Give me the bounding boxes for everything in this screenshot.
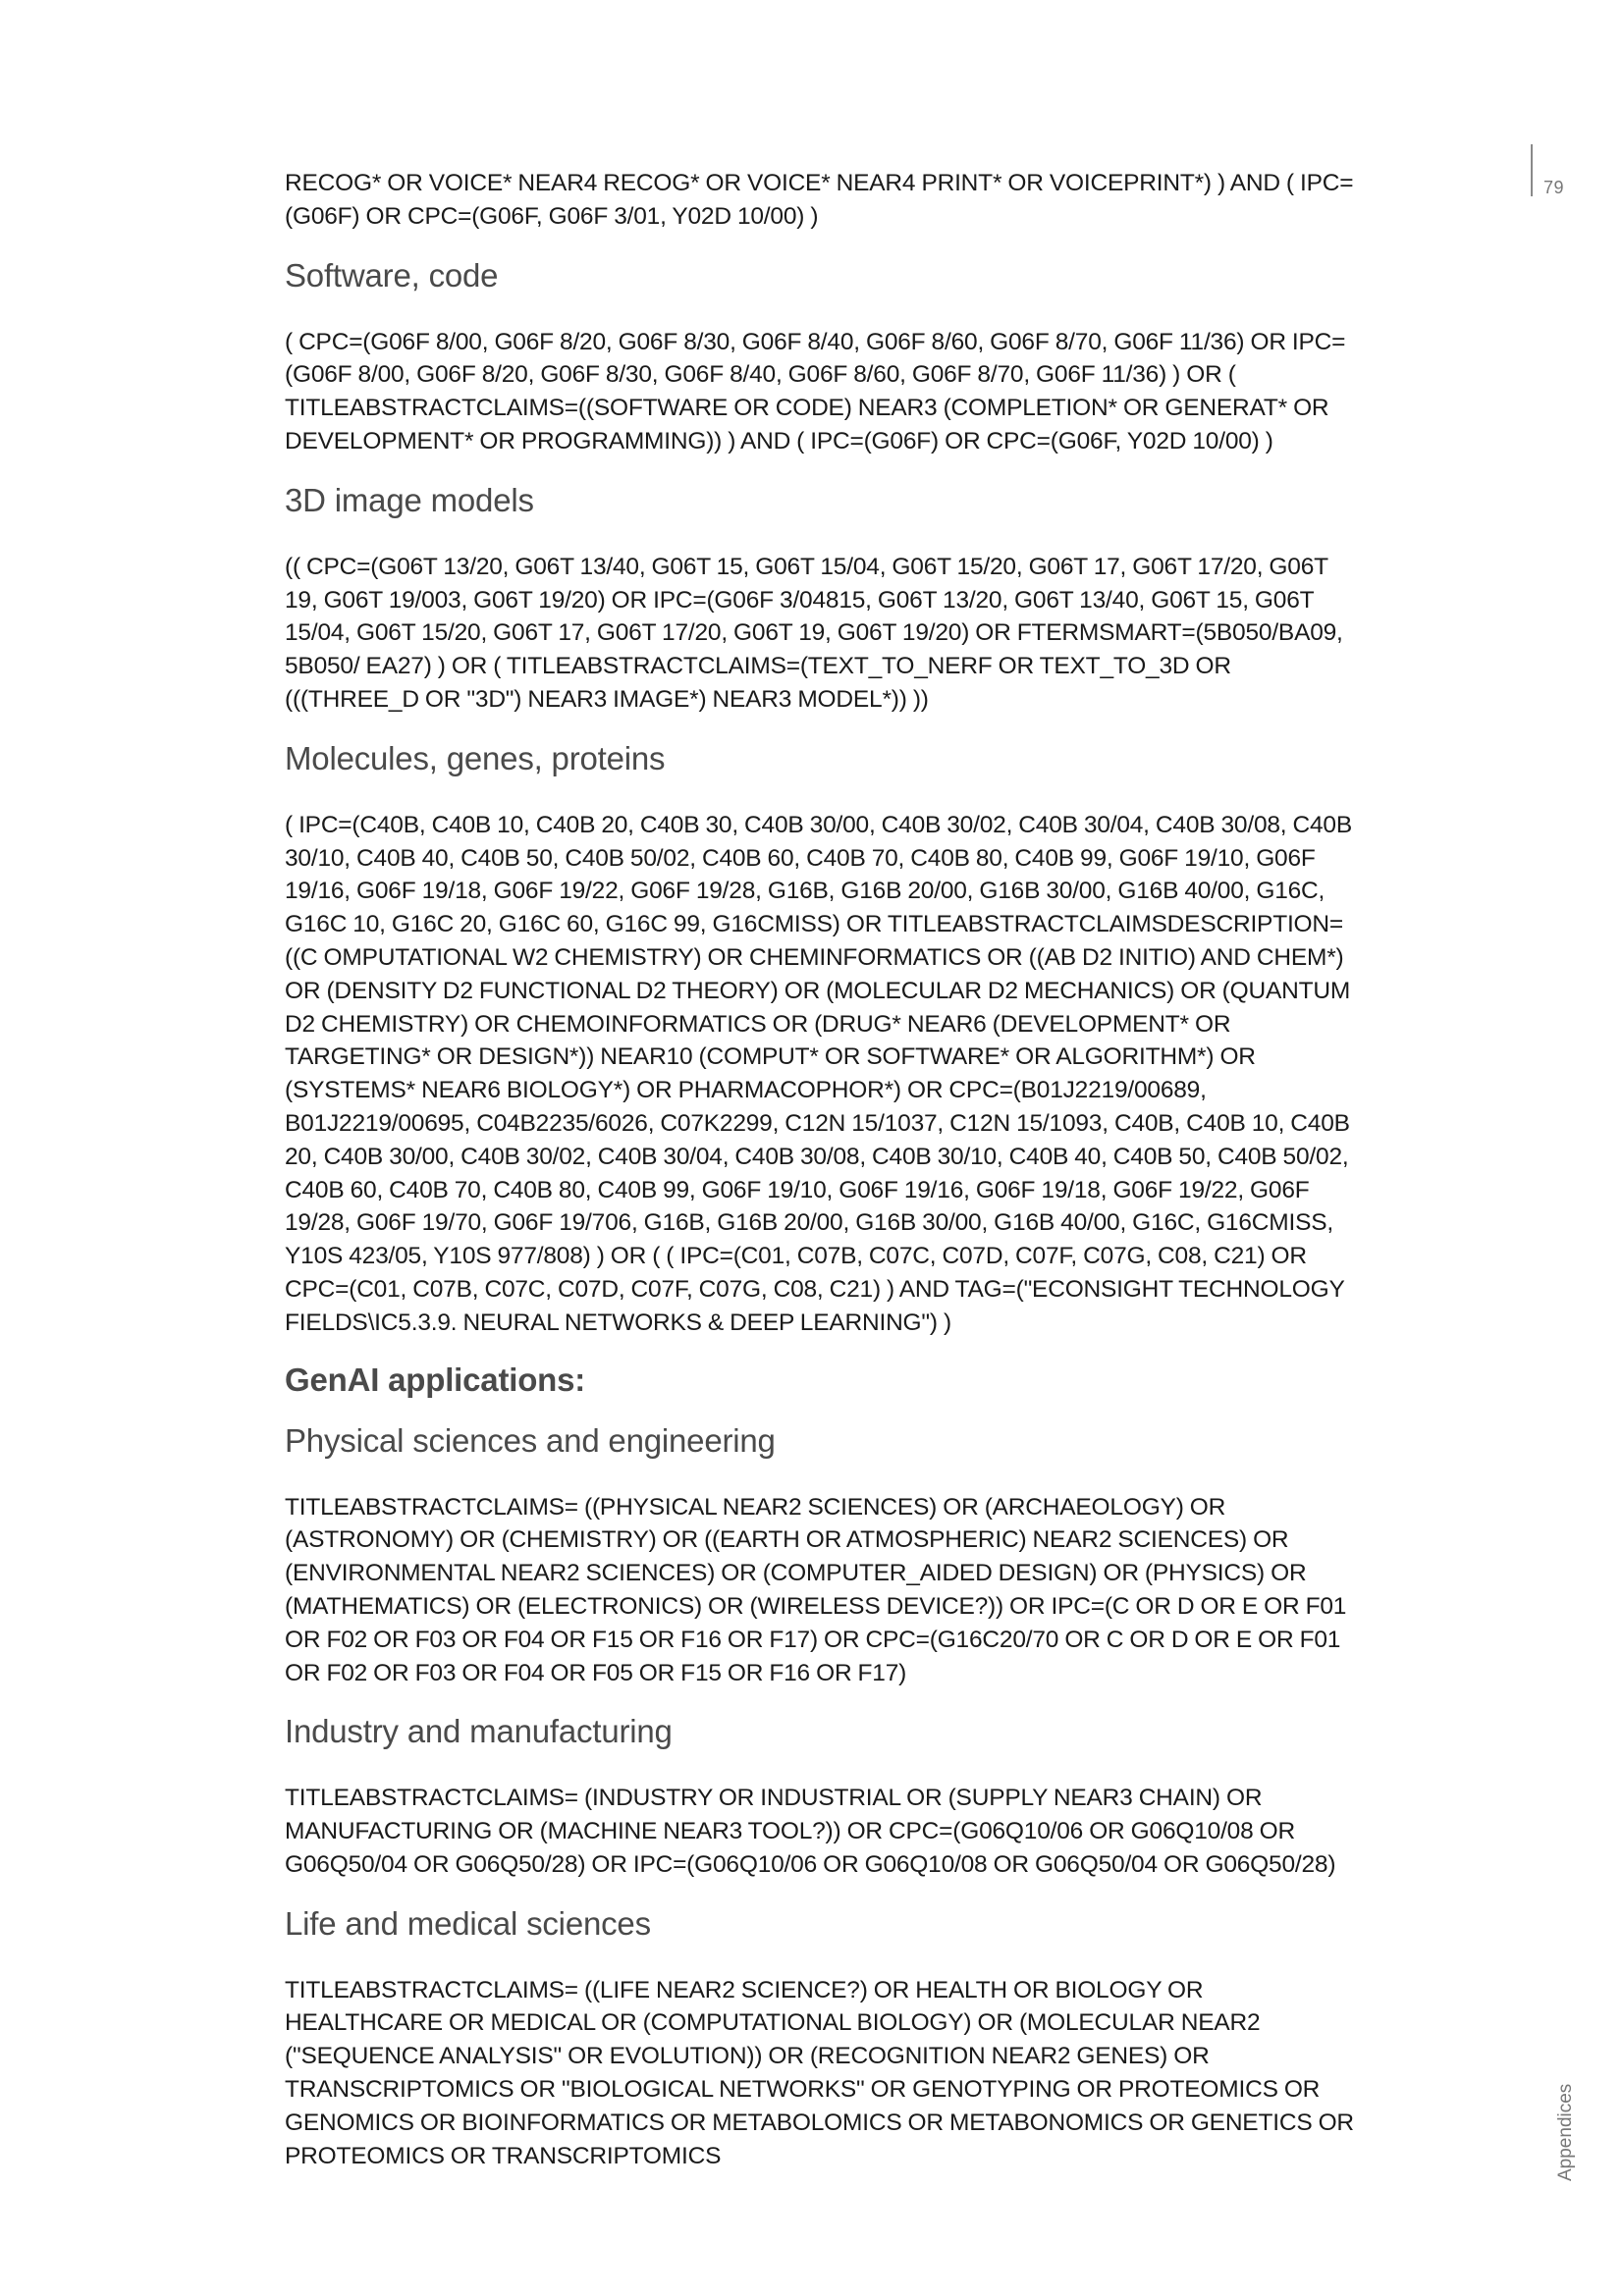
molecules-query-text: ( IPC=(C40B, C40B 10, C40B 20, C40B 30, C40B 30/00, C40B 30/02, C40B 30/04, C40B 30/08, C40B 30/10, C40B 40, C40B 50, C40B 50/02, C40B 60, C40B 70, C40B 80, C40B 99, G06F 19/10, G06F 19/16, G06F 19/18, G06F 19/22, G06F 19/28, G16B, G16B 20/00, G16B 30/00, G16B 40/00, G16C, G16C 10, G16C 20, G16C 60, G16C 99, G16CMISS) OR TITLEABSTRACTCLAIMSDESCRIPTION=((C OMPUTATIONAL W2 CHEMISTRY) OR CHEMINFORMATICS OR ((AB D2 INITIO) AND CHEM*) OR (DENSITY D2 FUNCTIONAL D2 THEORY) OR (MOLECULAR D2 MECHANICS) OR (QUANTUM D2 CHEMISTRY) OR CHEMOINFORMATICS OR (DRUG* NEAR6 (DEVELOPMENT* OR TARGETING* OR DESIGN*)) NEAR10 (COMPUT* OR SOFTWARE* OR ALGORITHM*) OR (SYSTEMS* NEAR6 BIOLOGY*) OR PHARMACOPHOR*) OR CPC=(B01J2219/00689, B01J2219/00695, C04B2235/6026, C07K2299, C12N 15/1037, C12N 15/1093, C40B, C40B 10, C40B 20, C40B 30/00, C40B 30/02, C40B 30/04, C40B 30/08, C40B 30/10, C40B 40, C40B 50, C40B 50/02, C40B 60, C40B 70, C40B 80, C40B 99, G06F 19/10, G06F 19/16, G06F 19/18, G06F 19/22, G06F 19/28, G06F 19/70, G06F 19/706, G16B, G16B 20/00, G16B 30/00, G16B 40/00, G16C, G16CMISS, Y10S 423/05, Y10S 977/808) ) OR ( ( IPC=(C01, C07B, C07C, C07D, C07F, C07G, C08, C21) OR CPC=(C01, C07B, C07C, C07D, C07F, C07G, C08, C21) ) AND TAG=("ECONSIGHT TECHNOLOGY FIELDS\IC5.3.9. NEURAL NETWORKS & DEEP LEARNING") ): [285, 811, 1352, 1336]
section-heading-genai-applications: GenAI applications:: [285, 1361, 586, 1398]
document-body: [285, 167, 1365, 2172]
industry-query-text: TITLEABSTRACTCLAIMS= (INDUSTRY OR INDUSTRIAL OR (SUPPLY NEAR3 CHAIN) OR MANUFACTURING OR (MACHINE NEAR3 TOOL?)) OR CPC=(G06Q10/06 OR G06Q10/08 OR G06Q50/04 OR G06Q50/28) OR IPC=(G06Q10/06 OR G06Q10/08 OR G06Q50/04 OR G06Q50/28): [285, 1785, 1336, 1878]
page-number: 79: [1543, 178, 1565, 197]
section-side-label: Appendices: [1555, 2083, 1576, 2181]
continued-query-text: RECOG* OR VOICE* NEAR4 RECOG* OR VOICE* NEAR4 PRINT* OR VOICEPRINT*) ) AND ( IPC=(G06F) OR CPC=(G06F, G06F 3/01, Y02D 10/00) ): [285, 170, 1354, 230]
3d-image-models-query-text: (( CPC=(G06T 13/20, G06T 13/40, G06T 15, G06T 15/04, G06T 15/20, G06T 17, G06T 17/20, G06T 19, G06T 19/003, G06T 19/20) OR IPC=(G06F 3/04815, G06T 13/20, G06T 13/40, G06T 15, G06T 15/04, G06T 15/20, G06T 17, G06T 17/20, G06T 19, G06T 19/20) OR FTERMSMART=(5B050/BA09, 5B050/ EA27) ) OR ( TITLEABSTRACTCLAIMS=(TEXT_TO_NERF OR TEXT_TO_3D OR (((THREE_D OR "3D") NEAR3 IMAGE*) NEAR3 MODEL*)) )): [285, 553, 1343, 713]
section-heading-3d-image-models: 3D image models: [285, 481, 534, 518]
software-code-query-text: ( CPC=(G06F 8/00, G06F 8/20, G06F 8/30, G06F 8/40, G06F 8/60, G06F 8/70, G06F 11/36) OR IPC=(G06F 8/00, G06F 8/20, G06F 8/30, G06F 8/40, G06F 8/60, G06F 8/70, G06F 11/36) ) OR ( TITLEABSTRACTCLAIMS=((SOFTWARE OR CODE) NEAR3 (COMPLETION* OR GENERAT* OR DEVELOPMENT* OR PROGRAMMING)) ) AND ( IPC=(G06F) OR CPC=(G06F, Y02D 10/00) ): [285, 328, 1346, 454]
life-sciences-query-text: TITLEABSTRACTCLAIMS= ((LIFE NEAR2 SCIENCE?) OR HEALTH OR BIOLOGY OR HEALTHCARE OR MEDICAL OR (COMPUTATIONAL BIOLOGY) OR (MOLECULAR NEAR2 ("SEQUENCE ANALYSIS" OR EVOLUTION)) OR (RECOGNITION NEAR2 GENES) OR TRANSCRIPTOMICS OR "BIOLOGICAL NETWORKS" OR GENOTYPING OR PROTEOMICS OR GENOMICS OR BIOINFORMATICS OR METABOLOMICS OR METABONOMICS OR GENETICS OR PROTEOMICS OR TRANSCRIPTOMICS: [285, 1976, 1354, 2169]
section-heading-molecules-genes-proteins: Molecules, genes, proteins: [285, 739, 666, 776]
section-heading-physical-sciences: Physical sciences and engineering: [285, 1421, 776, 1459]
section-heading-software-code: Software, code: [285, 256, 499, 294]
section-heading-life-medical-sciences: Life and medical sciences: [285, 1904, 651, 1942]
page-number-divider: [1531, 144, 1533, 196]
section-heading-industry-manufacturing: Industry and manufacturing: [285, 1713, 673, 1750]
physical-sciences-query-text: TITLEABSTRACTCLAIMS= ((PHYSICAL NEAR2 SCIENCES) OR (ARCHAEOLOGY) OR (ASTRONOMY) OR (CHEMISTRY) OR ((EARTH OR ATMOSPHERIC) NEAR2 SCIENCES) OR (ENVIRONMENTAL NEAR2 SCIENCES) OR (COMPUTER_AIDED DESIGN) OR (PHYSICS) OR (MATHEMATICS) OR (ELECTRONICS) OR (WIRELESS DEVICE?)) OR IPC=(C OR D OR E OR F01 OR F02 OR F03 OR F04 OR F15 OR F16 OR F17) OR CPC=(G16C20/70 OR C OR D OR E OR F01 OR F02 OR F03 OR F04 OR F05 OR F15 OR F16 OR F17): [285, 1493, 1347, 1686]
